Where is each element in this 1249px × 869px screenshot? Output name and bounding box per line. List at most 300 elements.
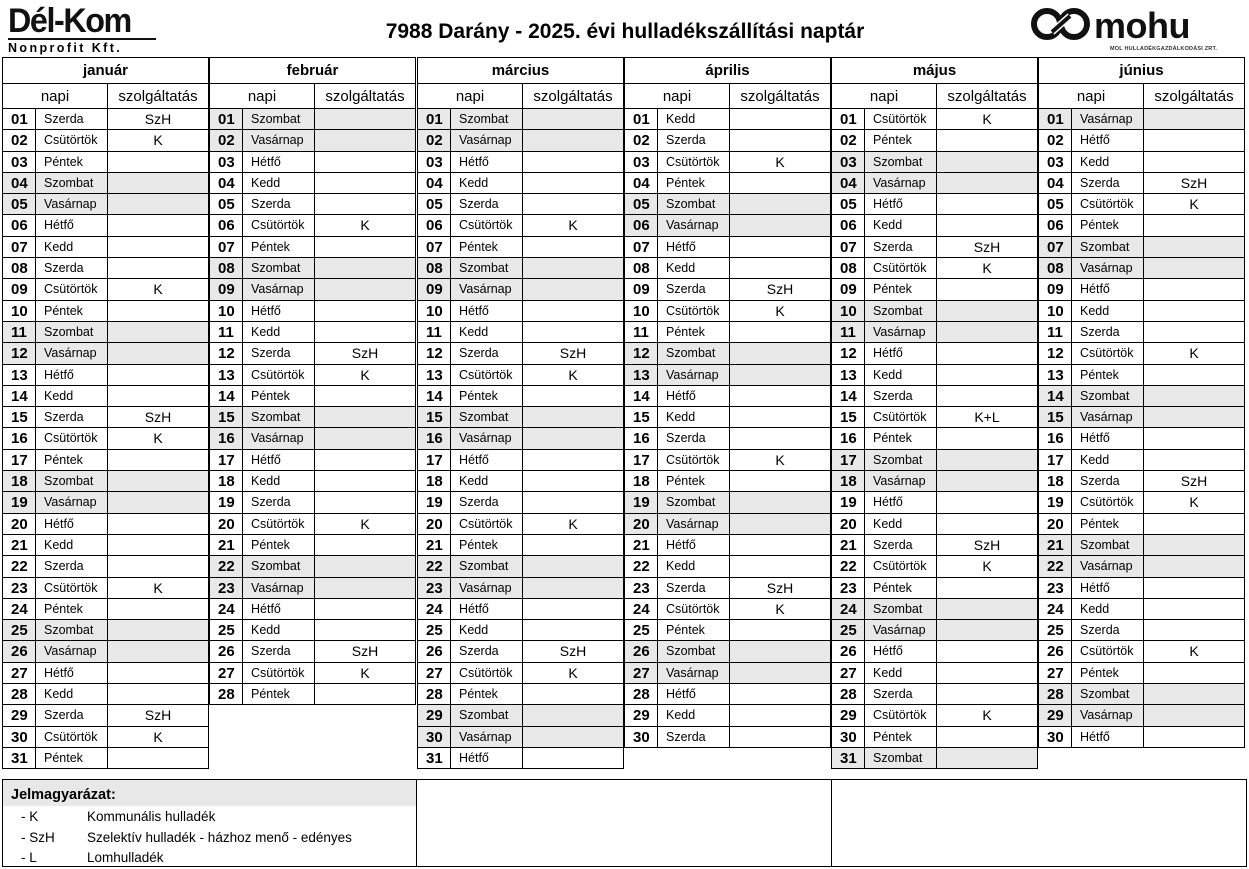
- service-code: [314, 556, 416, 577]
- service-code: [936, 365, 1038, 386]
- calendar-row: [831, 514, 1038, 535]
- day-number: 16: [831, 428, 864, 449]
- weekday: Péntek: [450, 535, 522, 556]
- calendar-row: [417, 301, 624, 322]
- service-code: [522, 237, 624, 258]
- day-number: 26: [1038, 641, 1071, 662]
- service-code: [729, 237, 831, 258]
- calendar-row: [624, 258, 831, 279]
- service-code: SzH: [936, 237, 1038, 258]
- service-code: [314, 301, 416, 322]
- calendar-row: [1038, 152, 1245, 173]
- service-code: [1143, 109, 1245, 130]
- service-code: K: [107, 428, 209, 449]
- mohu-logo: [1030, 6, 1240, 54]
- service-code: [107, 173, 209, 194]
- service-code: K: [107, 578, 209, 599]
- weekday: Szerda: [450, 343, 522, 364]
- weekday: Szombat: [864, 301, 936, 322]
- service-code: K: [314, 365, 416, 386]
- calendar-row: [831, 663, 1038, 684]
- service-column-header: szolgáltatás: [1154, 88, 1234, 105]
- calendar-row: [417, 279, 624, 300]
- weekday: Vasárnap: [1071, 109, 1143, 130]
- service-code: [1143, 258, 1245, 279]
- day-number: 27: [417, 663, 450, 684]
- calendar-row: [209, 641, 416, 662]
- day-number: 07: [624, 237, 657, 258]
- day-number: 13: [1038, 365, 1071, 386]
- service-code: [936, 471, 1038, 492]
- weekday: Vasárnap: [657, 663, 729, 684]
- day-number: 06: [831, 215, 864, 236]
- service-code: [107, 620, 209, 641]
- day-number: 12: [1038, 343, 1071, 364]
- day-number: 30: [831, 727, 864, 748]
- weekday: Csütörtök: [450, 215, 522, 236]
- service-code: [107, 152, 209, 173]
- weekday: Szerda: [864, 237, 936, 258]
- calendar-row: [417, 727, 624, 748]
- calendar-row: [624, 663, 831, 684]
- legend-divider: [416, 780, 417, 866]
- day-number: 06: [1038, 215, 1071, 236]
- service-code: K: [107, 727, 209, 748]
- service-code: [729, 556, 831, 577]
- calendar-row: [209, 215, 416, 236]
- service-code: [522, 705, 624, 726]
- calendar-row: [2, 130, 209, 151]
- service-code: [314, 194, 416, 215]
- weekday: Vasárnap: [35, 492, 107, 513]
- day-number: 19: [209, 492, 242, 513]
- day-number: 16: [209, 428, 242, 449]
- service-code: K: [107, 279, 209, 300]
- month-name: április: [624, 57, 831, 83]
- calendar-row: [831, 599, 1038, 620]
- day-number: 23: [2, 578, 35, 599]
- service-code: [314, 130, 416, 151]
- calendar-row: [624, 620, 831, 641]
- weekday: Vasárnap: [35, 641, 107, 662]
- service-code: [936, 620, 1038, 641]
- day-number: 04: [209, 173, 242, 194]
- calendar-row: [2, 727, 209, 748]
- day-number: 18: [624, 471, 657, 492]
- day-number: 21: [209, 535, 242, 556]
- service-code: [522, 535, 624, 556]
- day-number: 18: [1038, 471, 1071, 492]
- service-code: [522, 450, 624, 471]
- day-number: 31: [417, 748, 450, 769]
- day-number: 07: [209, 237, 242, 258]
- month-name: január: [2, 57, 209, 83]
- calendar-row: [831, 152, 1038, 173]
- calendar-row: [1038, 428, 1245, 449]
- service-code: [936, 343, 1038, 364]
- day-number: 02: [831, 130, 864, 151]
- service-code: [729, 109, 831, 130]
- del-kom-logo-word: Dél-Kom: [8, 2, 131, 40]
- service-code: SzH: [1143, 471, 1245, 492]
- weekday: Vasárnap: [657, 365, 729, 386]
- calendar-row: [417, 407, 624, 428]
- weekday: Csütörtök: [657, 450, 729, 471]
- service-code: [522, 194, 624, 215]
- legend-title: Jelmagyarázat:: [3, 780, 416, 806]
- day-number: 24: [209, 599, 242, 620]
- service-code: [522, 173, 624, 194]
- service-code: [936, 279, 1038, 300]
- day-number: 26: [831, 641, 864, 662]
- weekday: Csütörtök: [657, 152, 729, 173]
- service-code: [107, 237, 209, 258]
- weekday: Vasárnap: [864, 322, 936, 343]
- weekday: Szombat: [450, 705, 522, 726]
- calendar-row: [831, 279, 1038, 300]
- service-code: [1143, 130, 1245, 151]
- service-code: [107, 301, 209, 322]
- calendar-row: [417, 386, 624, 407]
- weekday: Hétfő: [864, 194, 936, 215]
- weekday: Hétfő: [1071, 279, 1143, 300]
- weekday: Péntek: [657, 322, 729, 343]
- weekday: Péntek: [450, 386, 522, 407]
- day-number: 25: [624, 620, 657, 641]
- day-number: 11: [209, 322, 242, 343]
- calendar-row: [1038, 237, 1245, 258]
- calendar-row: [624, 301, 831, 322]
- day-number: 24: [417, 599, 450, 620]
- service-code: [1143, 578, 1245, 599]
- calendar-row: [1038, 599, 1245, 620]
- day-number: 18: [209, 471, 242, 492]
- day-number: 08: [624, 258, 657, 279]
- weekday: Kedd: [242, 322, 314, 343]
- weekday: Péntek: [1071, 514, 1143, 535]
- day-number: 10: [1038, 301, 1071, 322]
- calendar-row: [417, 705, 624, 726]
- month-name: március: [417, 57, 624, 83]
- calendar-row: [2, 684, 209, 705]
- service-code: [729, 663, 831, 684]
- day-number: 13: [831, 365, 864, 386]
- day-number: 11: [417, 322, 450, 343]
- service-code: [729, 407, 831, 428]
- calendar-row: [209, 152, 416, 173]
- weekday: Hétfő: [1071, 428, 1143, 449]
- legend-text: Kommunális hulladék: [87, 809, 216, 824]
- day-number: 29: [1038, 705, 1071, 726]
- day-number: 01: [624, 109, 657, 130]
- calendar-row: [209, 301, 416, 322]
- month-column: [209, 57, 416, 705]
- day-number: 05: [624, 194, 657, 215]
- weekday: Kedd: [864, 215, 936, 236]
- day-number: 15: [417, 407, 450, 428]
- service-code: [936, 173, 1038, 194]
- calendar-row: [624, 450, 831, 471]
- calendar-row: [2, 237, 209, 258]
- calendar-row: [624, 365, 831, 386]
- calendar-row: [209, 492, 416, 513]
- day-number: 28: [1038, 684, 1071, 705]
- calendar-row: [831, 620, 1038, 641]
- calendar-row: [1038, 365, 1245, 386]
- weekday: Szombat: [1071, 684, 1143, 705]
- legend-code: - L: [21, 850, 37, 865]
- weekday: Szombat: [35, 620, 107, 641]
- day-number: 24: [624, 599, 657, 620]
- calendar-row: [1038, 279, 1245, 300]
- day-number: 07: [1038, 237, 1071, 258]
- service-code: [936, 748, 1038, 769]
- service-code: [314, 152, 416, 173]
- weekday: Hétfő: [450, 599, 522, 620]
- service-code: [729, 258, 831, 279]
- weekday: Szerda: [35, 705, 107, 726]
- calendar-row: [624, 343, 831, 364]
- weekday: Kedd: [657, 407, 729, 428]
- service-code: [522, 109, 624, 130]
- weekday: Szerda: [1071, 471, 1143, 492]
- weekday: Vasárnap: [450, 279, 522, 300]
- calendar-row: [624, 727, 831, 748]
- calendar-row: [1038, 109, 1245, 130]
- calendar-row: [209, 279, 416, 300]
- service-code: [314, 109, 416, 130]
- day-number: 13: [624, 365, 657, 386]
- day-number: 03: [2, 152, 35, 173]
- service-code: [522, 279, 624, 300]
- day-number: 22: [209, 556, 242, 577]
- calendar-row: [2, 620, 209, 641]
- month-column: [2, 57, 209, 769]
- calendar-row: [209, 599, 416, 620]
- weekday: Hétfő: [450, 450, 522, 471]
- service-code: [522, 471, 624, 492]
- day-number: 17: [831, 450, 864, 471]
- service-code: [107, 343, 209, 364]
- weekday: Szombat: [35, 471, 107, 492]
- calendar-row: [831, 450, 1038, 471]
- service-code: [522, 556, 624, 577]
- weekday: Hétfő: [1071, 727, 1143, 748]
- service-column-header: szolgáltatás: [325, 88, 405, 105]
- weekday: Vasárnap: [1071, 407, 1143, 428]
- service-code: [936, 599, 1038, 620]
- calendar-row: [209, 428, 416, 449]
- weekday: Vasárnap: [450, 130, 522, 151]
- service-code: [314, 386, 416, 407]
- service-code: [729, 535, 831, 556]
- calendar-row: [624, 641, 831, 662]
- calendar-row: [624, 578, 831, 599]
- day-number: 19: [624, 492, 657, 513]
- calendar-row: [624, 514, 831, 535]
- weekday: Vasárnap: [242, 578, 314, 599]
- service-code: K: [314, 215, 416, 236]
- service-code: [522, 322, 624, 343]
- service-code: [936, 492, 1038, 513]
- calendar-row: [209, 514, 416, 535]
- weekday: Péntek: [450, 684, 522, 705]
- weekday: Szombat: [450, 109, 522, 130]
- calendar-row: [2, 492, 209, 513]
- calendar-row: [2, 407, 209, 428]
- legend: [2, 779, 1247, 867]
- weekday: Vasárnap: [1071, 556, 1143, 577]
- weekday: Péntek: [1071, 365, 1143, 386]
- weekday: Szombat: [864, 450, 936, 471]
- calendar-row: [1038, 450, 1245, 471]
- weekday: Hétfő: [657, 684, 729, 705]
- calendar-row: [417, 684, 624, 705]
- weekday: Péntek: [35, 301, 107, 322]
- service-code: [522, 407, 624, 428]
- service-code: [107, 514, 209, 535]
- service-code: [936, 428, 1038, 449]
- weekday: Hétfő: [242, 301, 314, 322]
- weekday: Hétfő: [864, 343, 936, 364]
- weekday: Péntek: [35, 450, 107, 471]
- calendar-row: [2, 215, 209, 236]
- calendar-row: [209, 173, 416, 194]
- day-number: 25: [417, 620, 450, 641]
- day-number: 23: [209, 578, 242, 599]
- weekday: Péntek: [657, 620, 729, 641]
- day-number: 01: [417, 109, 450, 130]
- service-code: [522, 578, 624, 599]
- calendar-row: [417, 173, 624, 194]
- day-number: 20: [2, 514, 35, 535]
- calendar-row: [1038, 407, 1245, 428]
- service-code: [936, 684, 1038, 705]
- day-number: 25: [1038, 620, 1071, 641]
- weekday: Csütörtök: [450, 365, 522, 386]
- service-code: [729, 130, 831, 151]
- weekday: Vasárnap: [242, 428, 314, 449]
- calendar-row: [2, 109, 209, 130]
- calendar-row: [1038, 578, 1245, 599]
- calendar-row: [831, 705, 1038, 726]
- calendar-row: [417, 620, 624, 641]
- weekday: Kedd: [657, 556, 729, 577]
- calendar-row: [624, 109, 831, 130]
- day-column-header: napi: [3, 84, 108, 108]
- calendar-row: [831, 215, 1038, 236]
- day-number: 12: [2, 343, 35, 364]
- calendar-row: [831, 492, 1038, 513]
- calendar-row: [2, 152, 209, 173]
- month-column: [1038, 57, 1245, 748]
- service-column-header: szolgáltatás: [740, 88, 820, 105]
- day-number: 18: [831, 471, 864, 492]
- service-code: [107, 684, 209, 705]
- service-code: SzH: [936, 535, 1038, 556]
- calendar-row: [624, 705, 831, 726]
- day-number: 25: [209, 620, 242, 641]
- calendar-row: [831, 535, 1038, 556]
- day-number: 12: [624, 343, 657, 364]
- weekday: Kedd: [864, 365, 936, 386]
- weekday: Csütörtök: [864, 705, 936, 726]
- calendar-row: [624, 471, 831, 492]
- weekday: Szombat: [242, 258, 314, 279]
- service-code: [1143, 365, 1245, 386]
- calendar-row: [831, 748, 1038, 769]
- day-number: 27: [831, 663, 864, 684]
- service-code: [314, 599, 416, 620]
- day-number: 22: [417, 556, 450, 577]
- calendar-row: [1038, 130, 1245, 151]
- service-code: K: [1143, 492, 1245, 513]
- day-number: 05: [831, 194, 864, 215]
- weekday: Vasárnap: [1071, 705, 1143, 726]
- service-code: SzH: [314, 641, 416, 662]
- day-number: 31: [2, 748, 35, 769]
- calendar-row: [831, 428, 1038, 449]
- weekday: Csütörtök: [35, 578, 107, 599]
- day-number: 14: [417, 386, 450, 407]
- day-column-header: napi: [832, 84, 937, 108]
- service-code: [314, 471, 416, 492]
- weekday: Péntek: [864, 130, 936, 151]
- month-name: február: [209, 57, 416, 83]
- weekday: Csütörtök: [657, 301, 729, 322]
- day-number: 14: [831, 386, 864, 407]
- service-code: K: [522, 215, 624, 236]
- day-number: 23: [1038, 578, 1071, 599]
- service-code: SzH: [729, 578, 831, 599]
- service-code: K: [1143, 343, 1245, 364]
- calendar-row: [1038, 194, 1245, 215]
- weekday: Csütörtök: [450, 514, 522, 535]
- service-code: [729, 620, 831, 641]
- weekday: Kedd: [864, 514, 936, 535]
- weekday: Kedd: [450, 322, 522, 343]
- calendar-row: [624, 684, 831, 705]
- service-code: [936, 663, 1038, 684]
- weekday: Szombat: [35, 173, 107, 194]
- calendar-row: [831, 130, 1038, 151]
- service-code: K: [1143, 194, 1245, 215]
- day-number: 01: [2, 109, 35, 130]
- calendar-row: [624, 194, 831, 215]
- calendar-row: [831, 386, 1038, 407]
- calendar-row: [1038, 386, 1245, 407]
- service-code: [936, 450, 1038, 471]
- day-number: 15: [209, 407, 242, 428]
- weekday: Szombat: [1071, 386, 1143, 407]
- day-number: 12: [209, 343, 242, 364]
- day-number: 21: [1038, 535, 1071, 556]
- calendar-row: [2, 514, 209, 535]
- day-number: 16: [2, 428, 35, 449]
- day-number: 09: [417, 279, 450, 300]
- service-code: [936, 130, 1038, 151]
- service-code: K: [107, 130, 209, 151]
- day-number: 20: [417, 514, 450, 535]
- calendar-row: [1038, 641, 1245, 662]
- weekday: Péntek: [242, 237, 314, 258]
- service-code: [1143, 237, 1245, 258]
- weekday: Kedd: [242, 173, 314, 194]
- day-number: 14: [1038, 386, 1071, 407]
- calendar-row: [1038, 514, 1245, 535]
- service-code: [522, 130, 624, 151]
- day-number: 23: [624, 578, 657, 599]
